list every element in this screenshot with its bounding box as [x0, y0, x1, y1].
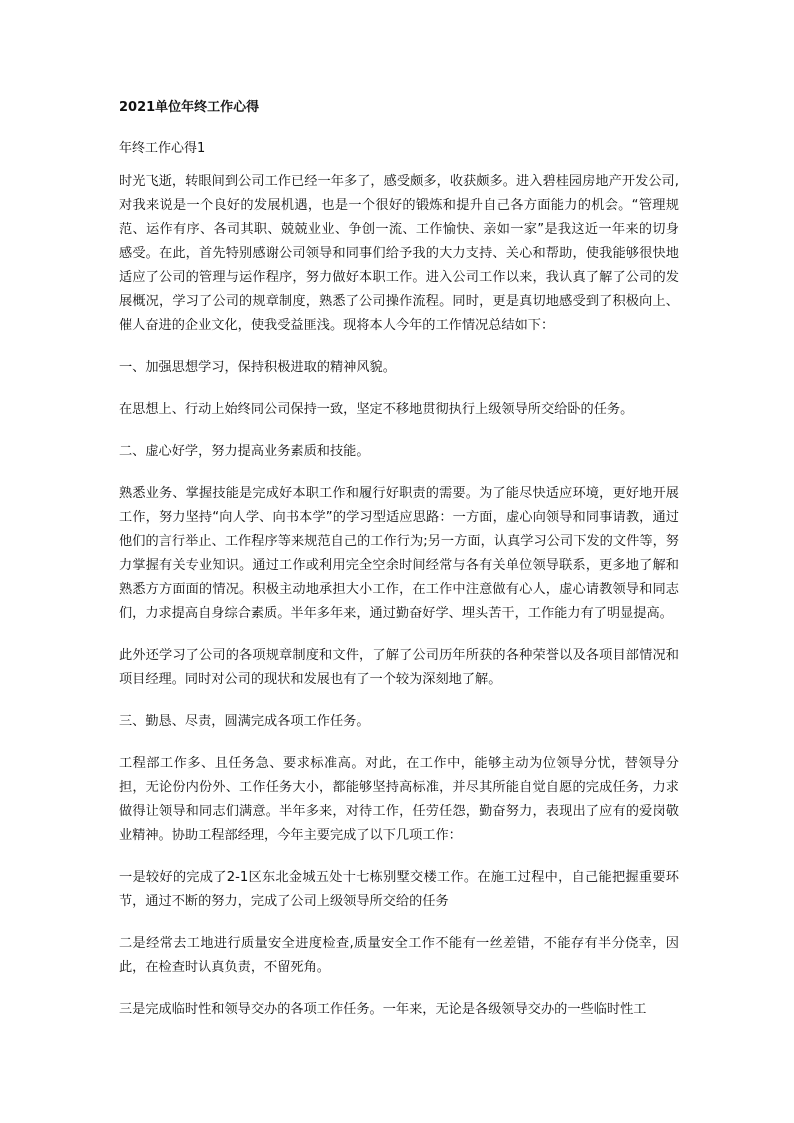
paragraph-item-1: 一是较好的完成了2-1区东北金城五处十七栋别墅交楼工作。在施工过程中，自己能把握重要环节，通过不断的努力，完成了公司上级领导所交给的任务	[119, 870, 679, 909]
paragraph-engineering: 工程部工作多、且任务急、要求标准高。对此，在工作中，能够主动为位领导分忧，替领导分担，无论份内份外、工作任务大小，都能够坚持高标准，并尽其所能自觉自愿的完成任务，力求做得让领导和同志们满意。半年多来，对待工作，任劳任怨，勤奋努力，表现出了应有的爱岗敬业精神。协助工程部经理，今年主要完成了以下几项工作：	[119, 756, 679, 843]
paragraph-item-3: 三是完成临时性和领导交办的各项工作任务。一年来，无论是各级领导交办的一些临时性工	[119, 1002, 647, 1017]
document-title: 2021单位年终工作心得	[119, 100, 260, 115]
section-heading-2: 二、虚心好学，努力提高业务素质和技能。	[119, 444, 370, 459]
paragraph-item-2: 二是经常去工地进行质量安全进度检查,质量安全工作不能有一丝差错，不能存有半分侥幸，因此，在检查时认真负责，不留死角。	[119, 936, 679, 975]
section-heading-1: 一、加强思想学习，保持积极进取的精神风貌。	[119, 360, 396, 375]
paragraph-intro: 时光飞逝，转眼间到公司工作已经一年多了，感受颇多，收获颇多。进入碧桂园房地产开发公司,对我来说是一个良好的发展机遇，也是一个很好的锻炼和提升自己各方面能力的机会。“管理规范、运作有序、各司其职、兢兢业业、争创一流、工作愉快、亲如一家”是我这近一年来的切身感受。在此，首先特别感谢公司领导和同事们给予我的大力支持、关心和帮助，使我能够很快地适应了公司的管理与运作程序，努力做好本职工作。进入公司工作以来，我认真了解了公司的发展概况，学习了公司的规章制度，熟悉了公司操作流程。同时，更是真切地感受到了积极向上、催人奋进的企业文化，使我受益匪浅。现将本人今年的工作情况总结如下：	[119, 174, 679, 333]
paragraph-regulations: 此外还学习了公司的各项规章制度和文件，了解了公司历年所获的各种荣誉以及各项目部情况和项目经理。同时对公司的现状和发展也有了一个较为深刻地了解。	[119, 648, 679, 687]
document-page	[119, 96, 679, 1040]
paragraph-learning: 熟悉业务、掌握技能是完成好本职工作和履行好职责的需要。为了能尽快适应环境，更好地开展工作，努力坚持“向人学、向书本学”的学习型适应思路：一方面，虚心向领导和同事请教，通过他们的言行举止、工作程序等来规范自己的工作行为;另一方面，认真学习公司下发的文件等，努力掌握有关专业知识。通过工作或利用完全空余时间经常与各有关单位领导联系，更多地了解和熟悉方方面面的情况。积极主动地承担大小工作，在工作中注意做有心人，虚心请教领导和同志们，力求提高自身综合素质。半年多年来，通过勤奋好学、埋头苦干，工作能力有了明显提高。	[119, 486, 679, 621]
section-heading-3: 三、勤恳、尽责，圆满完成各项工作任务。	[119, 714, 370, 729]
document-subtitle: 年终工作心得1	[119, 141, 206, 156]
paragraph-thought: 在思想上、行动上始终同公司保持一致，坚定不移地贯彻执行上级领导所交给卧的任务。	[119, 402, 634, 417]
